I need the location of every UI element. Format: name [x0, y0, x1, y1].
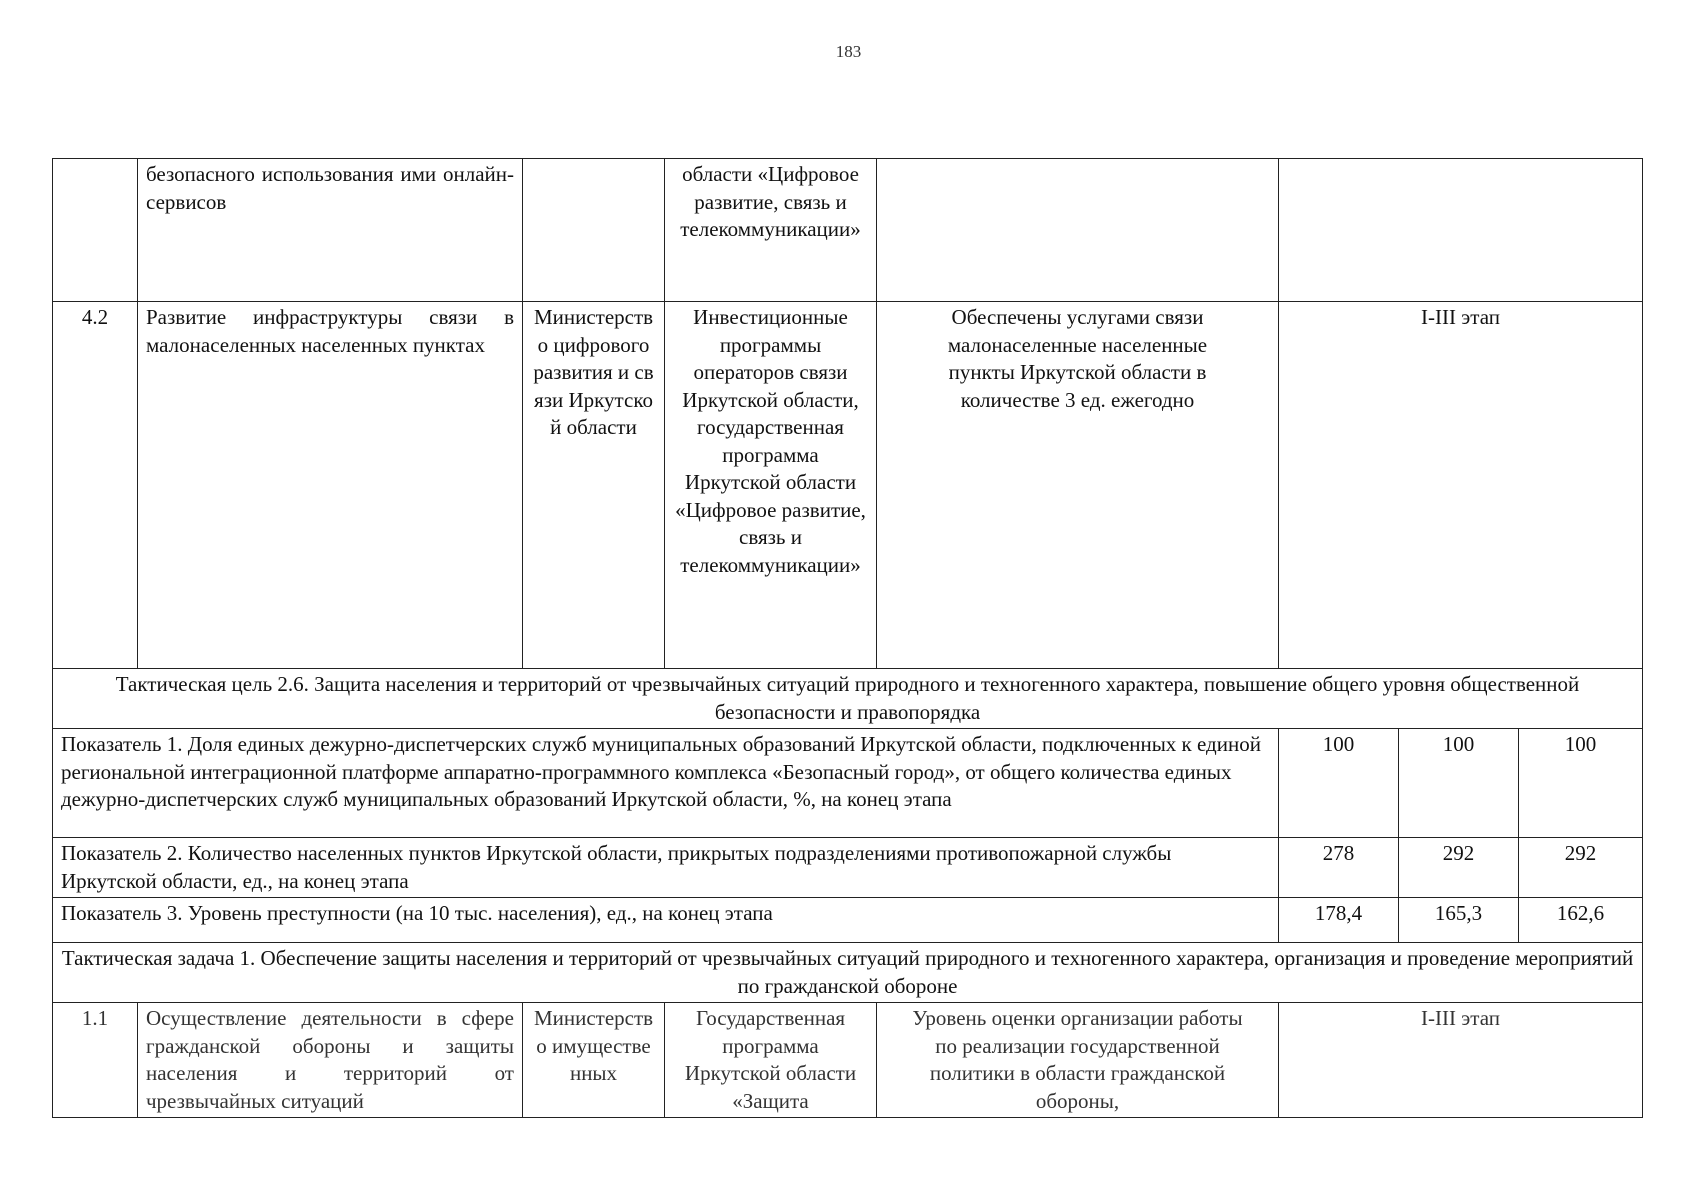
cell-activity: Осуществление деятельности в сфере гражданской обороны и защиты населения и территорий от чрезвычайных ситуаций: [138, 1003, 523, 1118]
cell-number: [53, 159, 138, 302]
indicator-value-stage-1: 278: [1279, 838, 1399, 898]
cell-activity: Развитие инфраструктуры связи в малонаселенных населенных пунктах: [138, 302, 523, 669]
indicator-value-stage-3: 162,6: [1519, 898, 1643, 943]
table-row-task: [53, 943, 1643, 1003]
cell-executor: [523, 159, 665, 302]
indicator-value-stage-1: 100: [1279, 729, 1399, 838]
indicator-value-stage-2: 292: [1399, 838, 1519, 898]
cell-activity: безопасного использования ими онлайн-сервисов: [138, 159, 523, 302]
indicator-value-stage-3: 100: [1519, 729, 1643, 838]
table-row-indicator-1: [53, 729, 1643, 838]
cell-stage: I-III этап: [1279, 302, 1643, 669]
cell-number: 4.2: [53, 302, 138, 669]
indicator-value-stage-2: 100: [1399, 729, 1519, 838]
cell-result: Обеспечены услугами связи малонаселенные населенные пункты Иркутской области в количестве 3 ед. ежегодно: [877, 302, 1279, 669]
page-number: 183: [835, 42, 862, 61]
table-row-indicator-2: [53, 838, 1643, 898]
cell-source: Государственная программа Иркутской области «Защита: [665, 1003, 877, 1118]
cell-number: 1.1: [53, 1003, 138, 1118]
cell-executor: Министерство цифрового развития и связи Иркутской области: [523, 302, 665, 669]
table-row-goal: [53, 669, 1643, 729]
tactical-task-heading: Тактическая задача 1. Обеспечение защиты населения и территорий от чрезвычайных ситуаций природного и техногенного характера, организация и проведение мероприятий по гражданской обороне: [53, 943, 1643, 1003]
cell-result: [877, 159, 1279, 302]
indicator-text: Показатель 2. Количество населенных пунктов Иркутской области, прикрытых подразделениями противопожарной службы Иркутской области, ед., на конец этапа: [53, 838, 1279, 898]
cell-result: Уровень оценки организации работы по реализации государственной политики в области гражданской обороны,: [877, 1003, 1279, 1118]
indicator-value-stage-3: 292: [1519, 838, 1643, 898]
table-row-continuation: [53, 159, 1643, 302]
program-table: [52, 158, 1643, 1118]
table-row-indicator-3: [53, 898, 1643, 943]
indicator-text: Показатель 3. Уровень преступности (на 10 тыс. населения), ед., на конец этапа: [53, 898, 1279, 943]
indicator-value-stage-1: 178,4: [1279, 898, 1399, 943]
tactical-goal-heading: Тактическая цель 2.6. Защита населения и территорий от чрезвычайных ситуаций природного и техногенного характера, повышение общего уровня общественной безопасности и правопорядка: [53, 669, 1643, 729]
cell-executor: Министерство имущественных: [523, 1003, 665, 1118]
table-row-4-2: [53, 302, 1643, 669]
cell-stage: I-III этап: [1279, 1003, 1643, 1118]
indicator-text: Показатель 1. Доля единых дежурно-диспетчерских служб муниципальных образований Иркутской области, подключенных к единой региональной интеграционной платформе аппаратно-программного комплекса «Безопасный город», от общего количества единых дежурно-диспетчерских служб муниципальных образований Иркутской области, %, на конец этапа: [53, 729, 1279, 838]
cell-source: Инвестиционные программы операторов связи Иркутской области, государственная программа Иркутской области «Цифровое развитие, связь и телекоммуникации»: [665, 302, 877, 669]
table-row-1-1: [53, 1003, 1643, 1118]
cell-source: области «Цифровое развитие, связь и телекоммуникации»: [665, 159, 877, 302]
indicator-value-stage-2: 165,3: [1399, 898, 1519, 943]
cell-stage: [1279, 159, 1643, 302]
